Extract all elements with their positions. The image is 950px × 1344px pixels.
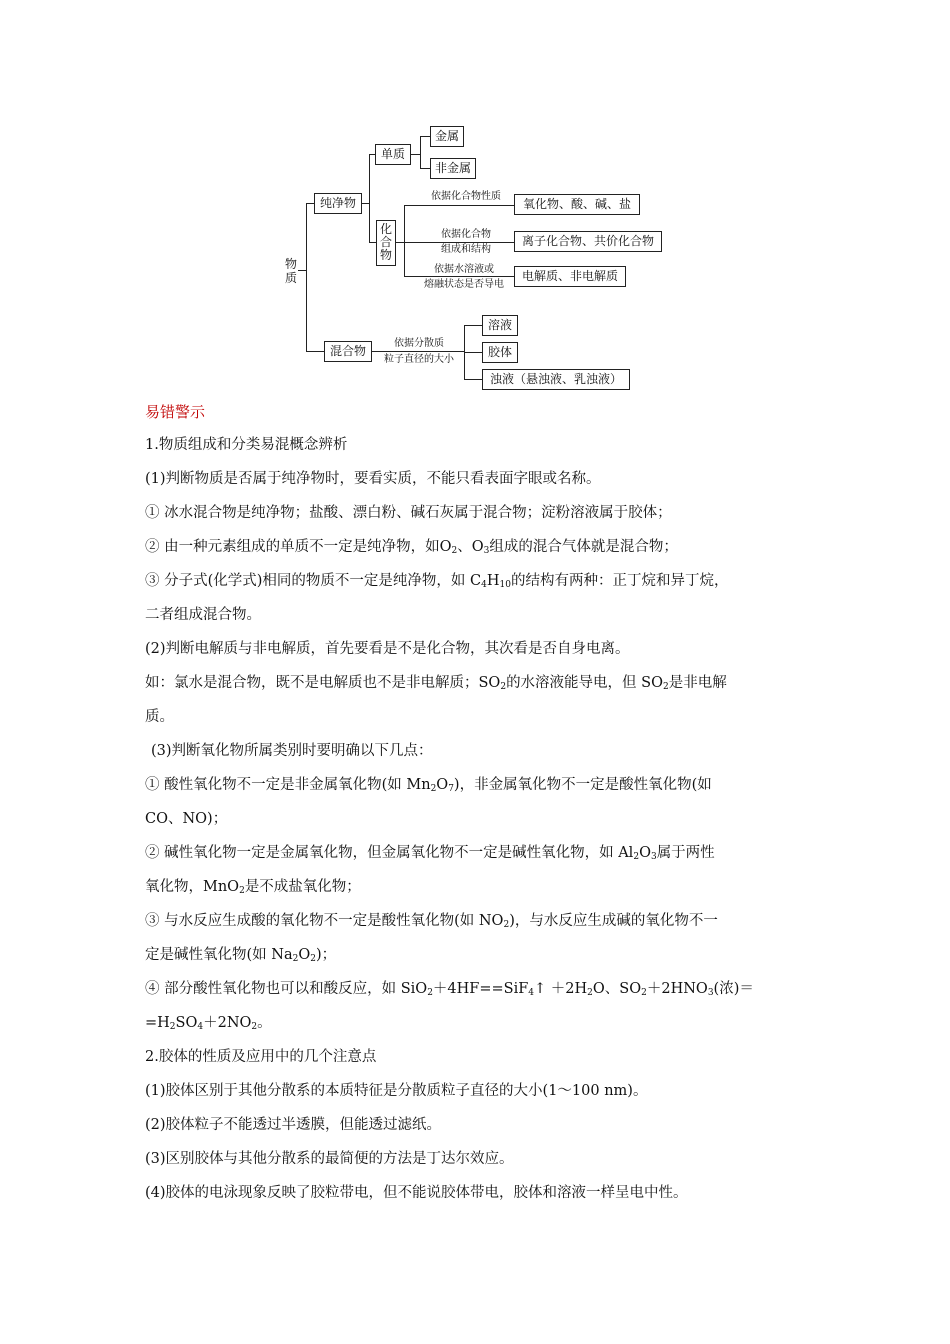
paragraph: (2)判断电解质与非电解质，首先要看是不是化合物，其次看是否自身电离。 (145, 641, 630, 657)
connector (420, 136, 430, 137)
subsection-title-2: 2.胶体的性质及应用中的几个注意点 (145, 1049, 377, 1065)
paragraph: (2)胶体粒子不能透过半透膜，但能透过滤纸。 (145, 1117, 442, 1133)
paragraph: ③ 与水反应生成酸的氧化物不一定是酸性氧化物(如 $NO_2$)，与水反应生成碱的氧化物不一 (145, 913, 718, 930)
paragraph: $=H_2SO_4+2NO_2$。 (145, 1015, 272, 1032)
oxide-acid-base-salt-label: 氧化物、酸、碱、盐 (522, 197, 631, 211)
connector (369, 154, 370, 243)
metal-box (430, 126, 464, 147)
connector (306, 203, 314, 204)
connector (396, 242, 404, 243)
condition-property-text: 依据化合物性质 (431, 191, 501, 202)
connector (404, 205, 405, 277)
ionic-covalent-box (514, 231, 662, 252)
paragraph: 二者组成混合物。 (145, 607, 261, 623)
connector (464, 325, 482, 326)
connector (306, 351, 324, 352)
compound-glyph: 物 (379, 248, 392, 262)
paragraph: ③ 分子式(化学式)相同的物质不一定是纯净物，如 $C_4H_{10}$的结构有两种：正丁烷和异丁烷， (145, 573, 729, 590)
condition-structure-line1: 依据化合物 (441, 229, 491, 240)
paragraph: 质。 (145, 709, 174, 725)
paragraph: ④ 部分酸性氧化物也可以和酸反应，如 SiO$_2$＋4HF==SiF$_4$↑ $+2H_2O$、$SO_2+2HNO_3$(浓)＝ (145, 981, 754, 998)
colloid-box (482, 342, 518, 363)
connector (298, 270, 306, 271)
paragraph: 如：氯水是混合物，既不是电解质也不是非电解质；$SO_2$的水溶液能导电，但 $SO_2$是非电解 (145, 675, 727, 692)
subsection-title-1: 1.物质组成和分类易混概念辨析 (145, 437, 348, 453)
connector (306, 203, 307, 352)
compound-glyph: 合 (379, 235, 392, 249)
paragraph: 氧化物，MnO$_2$是不成盐氧化物； (145, 879, 361, 896)
condition-structure (420, 228, 512, 256)
paragraph: ① 冰水混合物是纯净物；盐酸、漂白粉、碱石灰属于混合物；淀粉溶液属于胶体； (145, 505, 672, 521)
paragraph: (3)区别胶体与其他分散系的最简便的方法是丁达尔效应。 (145, 1151, 514, 1167)
mixture-box (324, 341, 372, 362)
root-label (284, 257, 298, 285)
solution-box (482, 315, 518, 336)
suspension-box (482, 369, 630, 390)
pure-substance-box (314, 193, 362, 214)
electrolyte-label: 电解质、非电解质 (521, 269, 618, 283)
nonmetal-box (430, 158, 476, 179)
paragraph: ② 碱性氧化物一定是金属氧化物，但金属氧化物不一定是碱性氧化物，如 $Al_2O_3$属于两性 (145, 845, 715, 862)
oxide-acid-base-salt-box (514, 194, 640, 215)
paragraph: (1)胶体区别于其他分散系的本质特征是分散质粒子直径的大小(1～100 nm)。 (145, 1083, 648, 1099)
suspension-label: 浊液（悬浊液、乳浊液） (489, 372, 622, 386)
connector (464, 379, 482, 380)
condition-particle-line1: 依据分散质 (394, 338, 444, 349)
metal-label: 金属 (434, 129, 459, 143)
root-text: 物 质 (284, 257, 297, 285)
connector (362, 203, 369, 204)
element-label: 单质 (380, 147, 405, 161)
paragraph: ① 酸性氧化物不一定是非金属氧化物(如 $Mn_2O_7$)，非金属氧化物不一定是酸性氧化物(如 (145, 777, 712, 794)
paragraph: 定是碱性氧化物(如 $Na_2O_2$)； (145, 947, 337, 964)
paragraph: (4)胶体的电泳现象反映了胶粒带电，但不能说胶体带电，胶体和溶液一样呈电中性。 (145, 1185, 688, 1201)
section-heading: 易错警示 (145, 403, 206, 421)
condition-particle-line2: 粒子直径的大小 (384, 354, 454, 365)
paragraph: (1)判断物质是否属于纯净物时，要看实质，不能只看表面字眼或名称。 (145, 471, 601, 487)
condition-conductivity (416, 263, 512, 291)
condition-property (420, 190, 512, 203)
solution-label: 溶液 (487, 318, 512, 332)
element-box (375, 144, 411, 165)
connector (420, 168, 430, 169)
connector (411, 154, 420, 155)
condition-conductivity-line1: 依据水溶液或 (434, 264, 494, 275)
compound-char (377, 223, 395, 262)
condition-conductivity-line2: 熔融状态是否导电 (424, 279, 504, 290)
connector (369, 242, 376, 243)
condition-particle-size (376, 337, 462, 366)
content (145, 402, 815, 1210)
compound-glyph: 化 (379, 222, 392, 236)
colloid-label: 胶体 (487, 345, 512, 359)
nonmetal-label: 非金属 (434, 161, 471, 175)
paragraph: ② 由一种元素组成的单质不一定是纯净物，如$O_2$、$O_3$组成的混合气体就是混合物； (145, 539, 678, 556)
paragraph: (3)判断氧化物所属类别时要明确以下几点： (151, 743, 433, 759)
pure-substance-label: 纯净物 (319, 196, 356, 210)
electrolyte-box (514, 266, 626, 287)
paragraph: CO、NO)； (145, 811, 228, 827)
compound-box (376, 220, 396, 266)
mixture-label: 混合物 (329, 344, 366, 358)
connector (404, 205, 514, 206)
classification-diagram (0, 0, 950, 400)
connector (420, 136, 421, 169)
connector (464, 352, 482, 353)
ionic-covalent-label: 离子化合物、共价化合物 (521, 234, 654, 248)
condition-structure-line2: 组成和结构 (441, 244, 491, 255)
